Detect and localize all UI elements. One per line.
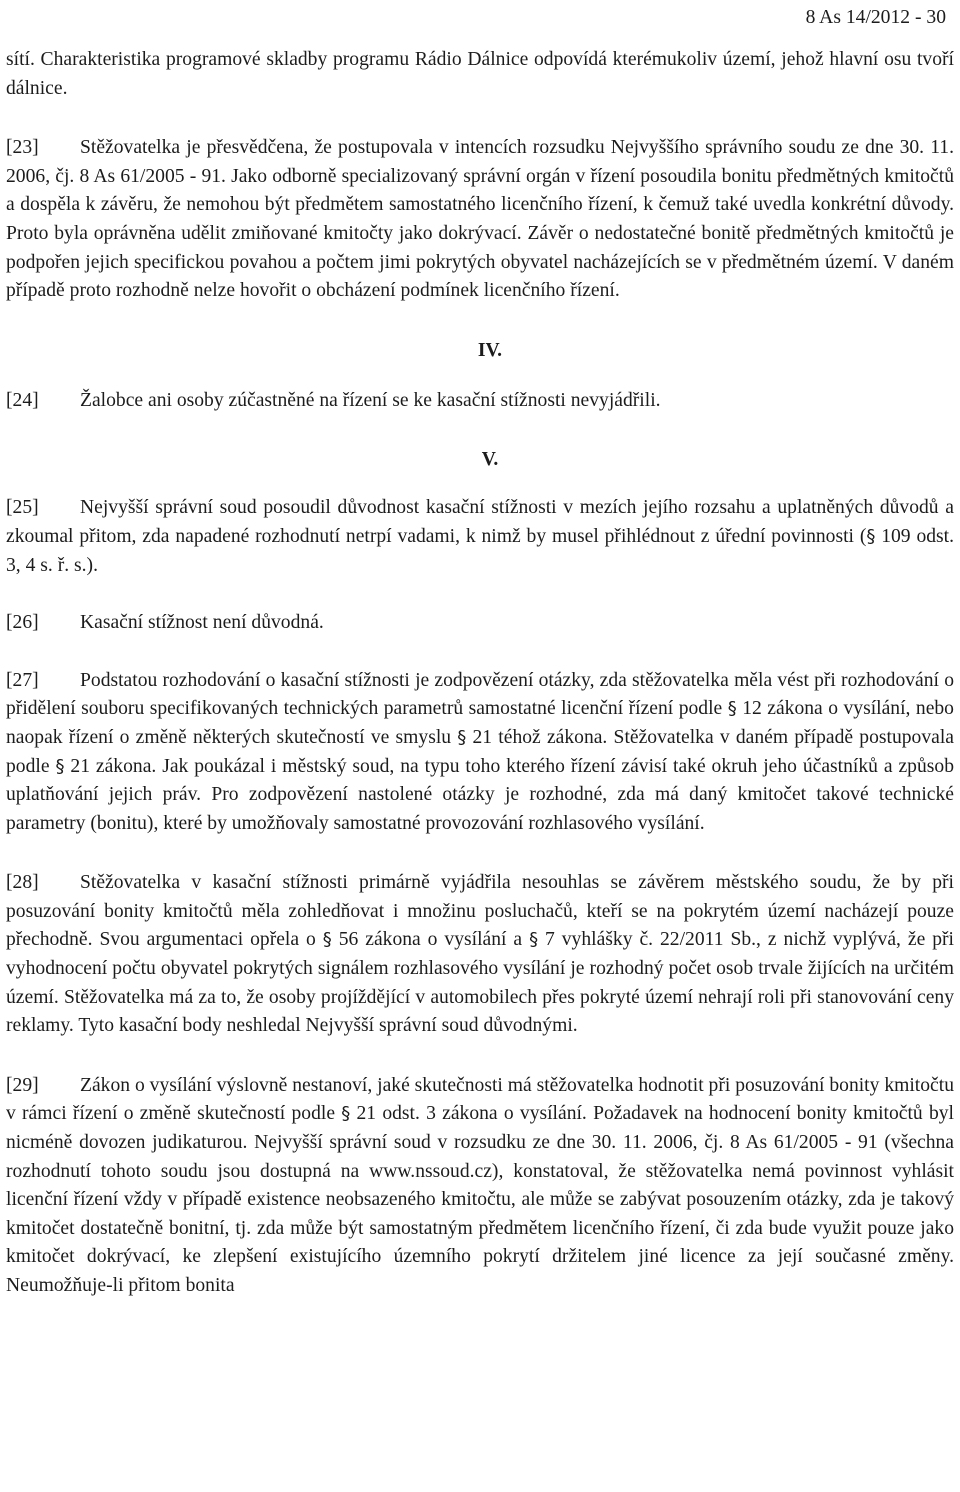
paragraph-29 (6, 1072, 954, 1301)
paragraph-24 (6, 387, 954, 416)
paragraph-text: 56 zákona o vysílání a (331, 929, 530, 951)
paragraph-number: [24] (6, 389, 39, 411)
paragraph-text: Žalobce ani osoby zúčastněné na řízení se ke kasační stížnosti nevyjádřili. (80, 389, 661, 411)
paragraph-text: Nejvyšší správní soud posoudil důvodnost kasační stížnosti v mezích jejího rozsahu a uplatněných důvodů a zkoumal přitom, zda napadené rozhodnutí netrpí vadami, k nimž by musel přihlédnout z úřední povinnosti ( (6, 497, 954, 547)
paragraph-number: [26] (6, 612, 39, 634)
paragraph-25 (6, 494, 954, 580)
section-heading-iv: IV. (477, 339, 503, 361)
paragraph-27 (6, 667, 954, 839)
paragraph-text: Stěžovatelka je přesvědčena, že postupovala v intencích rozsudku Nejvyššího správního soudu ze dne 30. 11. 2006, čj. 8 As 61/2005 - 91. Jako odborně specializovaný správní orgán v řízení posoudila bonitu předmětných kmitočtů a dospěla k závěru, že nemohou být předmětem samostatného licenčního řízení, k čemuž také uvedla konkrétní důvody. Proto byla oprávněna udělit zmiňované kmitočty jako dokrývací. Závěr o nedostatečné bonitě předmětných kmitočtů je podpořen jejich specifickou povahou a počtem jimi pokrytých obyvatel nacházejících se v předmětném území. V daném případě proto rozhodně nelze hovořit o obcházení podmínek licenčního řízení. (6, 137, 954, 302)
section-symbol: § (457, 726, 467, 748)
section-symbol: § (322, 929, 332, 951)
paragraph-text: 21 odst. 3 zákona o vysílání. Požadavek na hodnocení bonity kmitočtů byl nicméně dovozen judikaturou. Nejvyšší správní soud v rozsudku ze dne 30. 11. 2006, čj. 8 As 61/2005 - 91 (všechna rozhodnutí tohoto soudu jsou dostupná na www.nssoud.cz), konstatoval, že stěžovatelka nemá povinnost vyhlásit licenční řízení vždy v případě existence neobsazeného kmitočtu, ale může se zabývat posouzením otázky, zda je takový kmitočet dostatečně bonitní, tj. zda může být samostatným předmětem licenčního řízení, či zda bude využit pouze jako kmitočet dokrývací, ke zlepšení existujícího územního pokrytí držitelem jiné licence za její současné změny. Neumožňuje-li přitom bonita (6, 1103, 954, 1296)
paragraph-28 (6, 869, 954, 1041)
paragraph-text: Stěžovatelka v kasační stížnosti primárně vyjádřila nesouhlas se závěrem městského soudu, že by při posuzování bonity kmitočtů měla zohledňovat i množinu posluchačů, kteří se na pokrytém území nacházejí pouze přechodně. Svou argumentaci opřela o (6, 872, 954, 951)
case-reference: 8 As 14/2012 - 30 (805, 7, 946, 28)
paragraph-number: [27] (6, 669, 39, 691)
paragraph-text: 12 zákona o vysílání, nebo naopak řízení o změně některých skutečností ve smyslu (6, 698, 954, 748)
paragraph-26 (6, 609, 954, 638)
paragraph-text: 7 vyhlášky č. 22/2011 Sb., z nichž vyplývá, že při vyhodnocení počtu obyvatel pokrytých signálem rozhlasového vysílání je rozhodný počet osob trvale žijících na určitém území. Stěžovatelka má za to, že osoby projíždějící v automobilech přes pokryté území nehrají roli při stanovování ceny reklamy. Tyto kasační body neshledal Nejvyšší správní soud důvodnými. (6, 929, 954, 1037)
paragraph-number: [28] (6, 872, 39, 894)
section-symbol: § (727, 698, 737, 720)
document-body (6, 46, 954, 1332)
paragraph-continuation (6, 46, 954, 103)
paragraph-number: [25] (6, 497, 39, 519)
section-symbol: § (866, 525, 876, 547)
paragraph-text: Podstatou rozhodování o kasační stížnosti je zodpovězení otázky, zda stěžovatelka měla vést při rozhodování o přidělení souboru specifikovaných technických parametrů samostatné licenční řízení podle (6, 669, 954, 720)
paragraph-text: 21 zákona. Jak poukázal i městský soud, na typu toho kterého řízení závisí také okruh jeho účastníků a způsob uplatňování jejich práv. Pro zodpovězení nastolené otázky je rozhodné, zda má daný kmitočet takové technické parametry (bonitu), které by umožňovaly samostatné provozování rozhlasového vysílání. (6, 755, 954, 834)
paragraph-text: Kasační stížnost není důvodná. (80, 612, 324, 634)
section-symbol: § (55, 755, 65, 777)
section-heading-v: V. (481, 449, 499, 471)
paragraph-text: sítí. Charakteristika programové skladby programu Rádio Dálnice odpovídá kterémukoliv území, jehož hlavní osu tvoří dálnice. (6, 49, 954, 99)
paragraph-23 (6, 134, 954, 306)
section-symbol: § (529, 929, 539, 951)
paragraph-text: 21 téhož zákona. Stěžovatelka v daném případě postupovala podle (6, 726, 954, 777)
paragraph-text: 109 odst. 3, 4 s. ř. s.). (6, 525, 955, 576)
paragraph-number: [29] (6, 1074, 39, 1096)
paragraph-text: Zákon o vysílání výslovně nestanoví, jaké skutečnosti má stěžovatelka hodnotit při posuzování bonity kmitočtu v rámci řízení o změně skutečností podle (6, 1074, 954, 1125)
section-symbol: § (341, 1103, 351, 1125)
paragraph-number: [23] (6, 137, 39, 159)
